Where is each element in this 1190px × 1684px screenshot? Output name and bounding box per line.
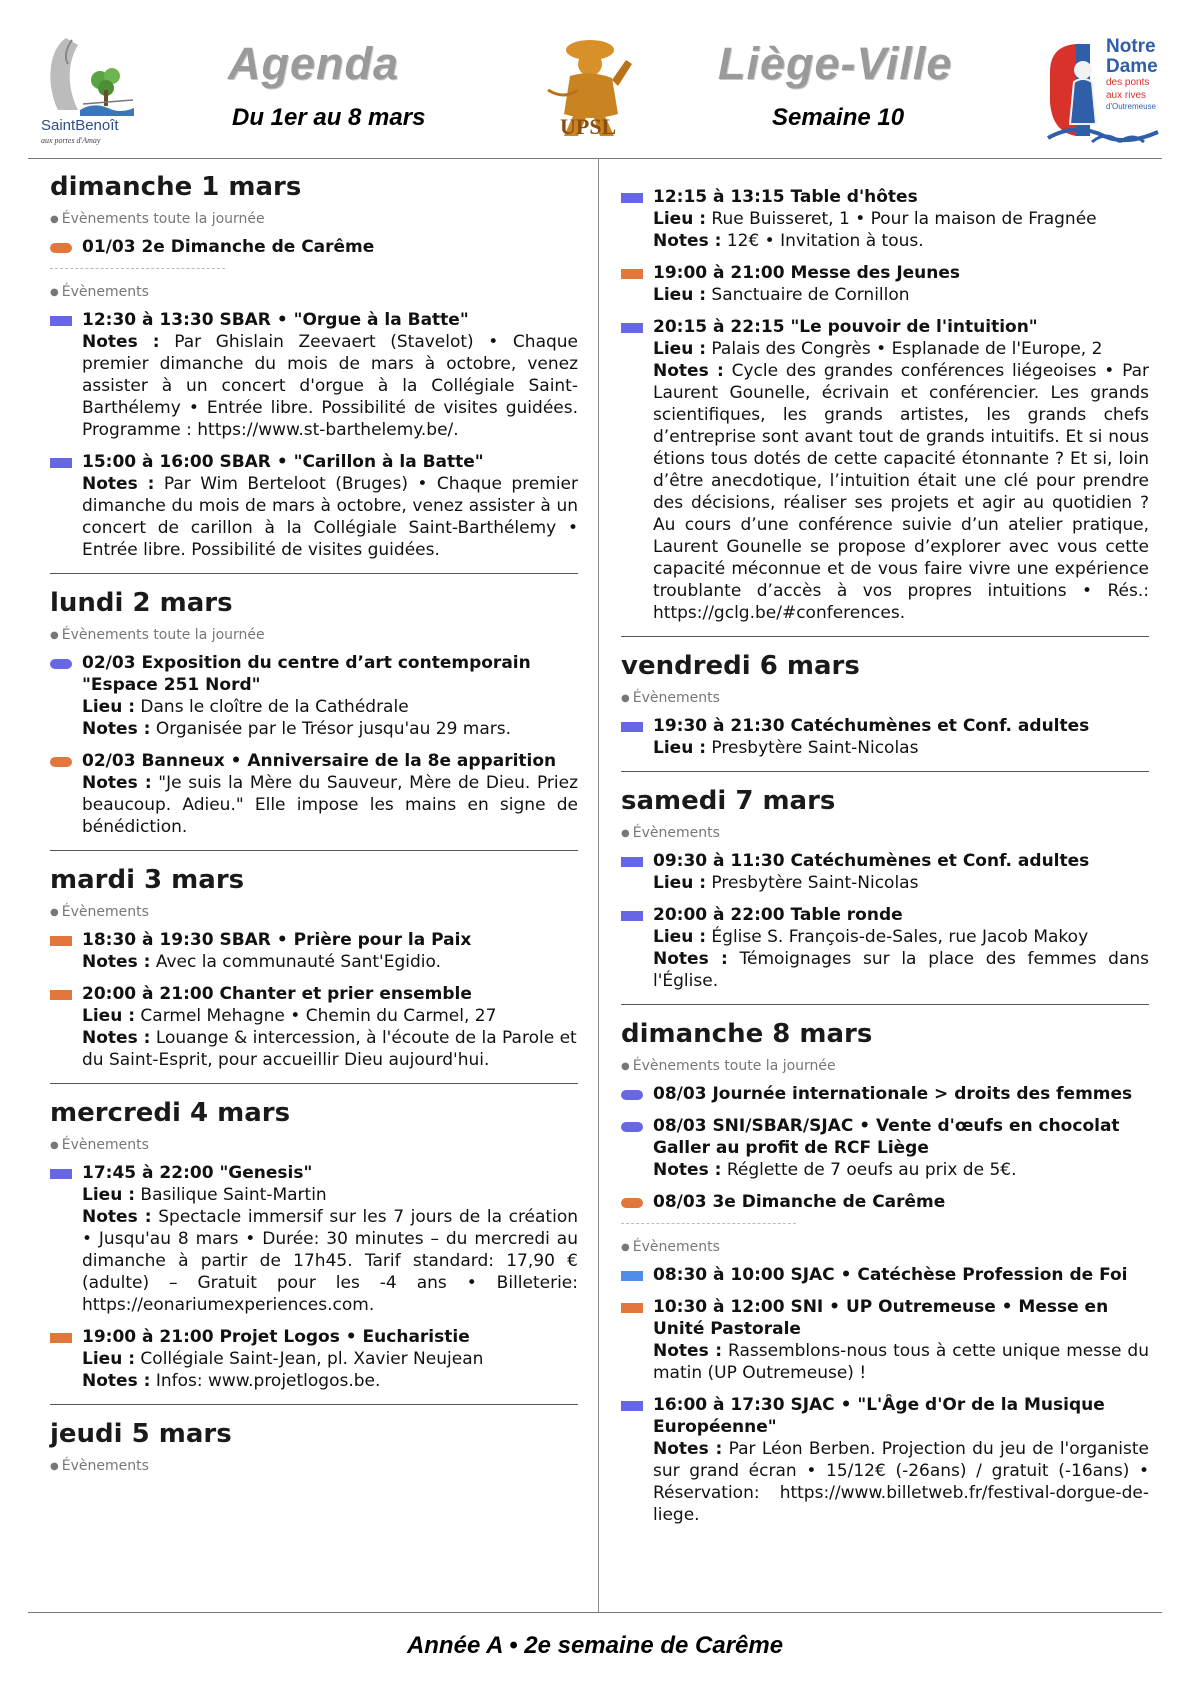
event-title: 19:00 à 21:00 Messe des Jeunes bbox=[653, 263, 961, 283]
day-mardi-3-mars bbox=[50, 863, 578, 1071]
notre-dame-logo-line4: aux rives bbox=[1106, 90, 1147, 101]
event-location: Lieu : Presbytère Saint-Nicolas bbox=[653, 738, 919, 758]
event-item[interactable] bbox=[50, 929, 578, 973]
event-item[interactable] bbox=[50, 451, 578, 561]
day-divider bbox=[621, 1004, 1149, 1005]
event-title: 02/03 Exposition du centre d’art contemporain "Espace 251 Nord" bbox=[82, 653, 531, 695]
event-item[interactable] bbox=[621, 715, 1149, 759]
day-samedi-7-mars bbox=[621, 784, 1149, 992]
notre-dame-logo-line5: d'Outremeuse bbox=[1106, 102, 1156, 111]
allday-section-label: ● Évènements toute la journée bbox=[50, 211, 265, 227]
event-location: Lieu : Carmel Mehagne • Chemin du Carmel, 27 bbox=[82, 1006, 497, 1026]
day-dimanche-1-mars bbox=[50, 170, 578, 561]
event-title: 08/03 Journée internationale > droits des femmes bbox=[653, 1084, 1133, 1104]
day-mercredi-4-mars bbox=[50, 1096, 578, 1392]
day-divider bbox=[50, 1404, 578, 1405]
day-jeudi-5-mars bbox=[50, 1417, 578, 1476]
events-section-label: ● Évènements bbox=[50, 904, 149, 920]
day-vendredi-6-mars bbox=[621, 649, 1149, 759]
event-item[interactable] bbox=[621, 1264, 1149, 1286]
event-title: 08:30 à 10:00 SJAC • Catéchèse Profession de Foi bbox=[653, 1265, 1128, 1285]
event-title: 16:00 à 17:30 SJAC • "L'Âge d'Or de la Musique Européenne" bbox=[653, 1395, 1105, 1437]
event-notes: Notes : Par Wim Berteloot (Bruges) • Chaque premier dimanche du mois de mars à octobre, venez assister à un concert de carillon à la Collégiale Saint-Barthélemy • Entrée libre. Possibilité de visites guidées. bbox=[82, 474, 578, 560]
event-item[interactable] bbox=[621, 1394, 1149, 1526]
event-title: 10:30 à 12:00 SNI • UP Outremeuse • Messe en Unité Pastorale bbox=[653, 1297, 1109, 1339]
event-category-marker bbox=[50, 316, 72, 326]
event-item[interactable] bbox=[621, 262, 1149, 306]
event-category-marker bbox=[50, 1333, 72, 1343]
event-location: Lieu : Palais des Congrès • Esplanade de l'Europe, 2 bbox=[653, 339, 1103, 359]
event-item[interactable] bbox=[621, 1083, 1149, 1105]
event-location: Lieu : Rue Buisseret, 1 • Pour la maison de Fragnée bbox=[653, 209, 1097, 229]
event-category-marker bbox=[621, 1401, 643, 1411]
notre-dame-logo-line3: des ponts bbox=[1106, 77, 1150, 88]
city-title: Liège-Ville bbox=[718, 38, 953, 89]
event-title: 12:30 à 13:30 SBAR • "Orgue à la Batte" bbox=[82, 310, 469, 330]
event-item[interactable] bbox=[621, 850, 1149, 894]
event-category-marker bbox=[621, 1271, 643, 1281]
day-title: vendredi 6 mars bbox=[621, 651, 860, 681]
event-notes: Notes : 12€ • Invitation à tous. bbox=[653, 231, 924, 251]
day-title: mardi 3 mars bbox=[50, 865, 245, 895]
header-divider bbox=[28, 158, 1162, 159]
event-item[interactable] bbox=[50, 1326, 578, 1392]
event-item[interactable] bbox=[50, 983, 578, 1071]
event-item[interactable] bbox=[50, 652, 578, 740]
notre-dame-logo-line2: Dame bbox=[1106, 56, 1158, 77]
event-location: Lieu : Sanctuaire de Cornillon bbox=[653, 285, 910, 305]
event-category-marker bbox=[621, 722, 643, 732]
day-divider bbox=[50, 1083, 578, 1084]
event-location: Lieu : Dans le cloître de la Cathédrale bbox=[82, 697, 409, 717]
event-notes: Notes : Avec la communauté Sant'Egidio. bbox=[82, 952, 441, 972]
event-title: 02/03 Banneux • Anniversaire de la 8e apparition bbox=[82, 751, 557, 771]
event-item[interactable] bbox=[621, 1296, 1149, 1384]
event-category-marker bbox=[50, 458, 72, 468]
day-title: dimanche 8 mars bbox=[621, 1019, 873, 1049]
day-title: lundi 2 mars bbox=[50, 588, 233, 618]
event-title: 17:45 à 22:00 "Genesis" bbox=[82, 1163, 313, 1183]
event-notes: Notes : Par Léon Berben. Projection du jeu de l'organiste sur grand écran • 15/12€ (-26ans) / gratuit (-16ans) • Réservation: https://www.billetweb.fr/festival-dorgue-de-liege. bbox=[653, 1439, 1150, 1525]
event-title: 15:00 à 16:00 SBAR • "Carillon à la Batte" bbox=[82, 452, 484, 472]
footer-liturgical-year: Année A • 2e semaine de Carême bbox=[406, 1632, 784, 1659]
allday-section-label: ● Évènements toute la journée bbox=[50, 627, 265, 643]
event-category-marker bbox=[50, 990, 72, 1000]
event-category-marker bbox=[50, 757, 72, 767]
events-section-label: ● Évènements bbox=[50, 1458, 149, 1474]
event-item[interactable] bbox=[621, 1191, 1149, 1213]
event-item[interactable] bbox=[50, 750, 578, 838]
day-dimanche-8-mars bbox=[621, 1017, 1149, 1526]
event-notes: Notes : Réglette de 7 oeufs au prix de 5€. bbox=[653, 1160, 1017, 1180]
event-notes: Notes : Louange & intercession, à l'écoute de la Parole et du Saint-Esprit, pour accueillir Dieu aujourd'hui. bbox=[82, 1028, 577, 1070]
event-category-marker bbox=[621, 1090, 643, 1100]
event-location: Lieu : Presbytère Saint-Nicolas bbox=[653, 873, 919, 893]
event-item[interactable] bbox=[621, 186, 1149, 252]
events-section-label: ● Évènements bbox=[621, 690, 720, 706]
event-category-marker bbox=[50, 243, 72, 253]
event-notes: Notes : Témoignages sur la place des femmes dans l'Église. bbox=[653, 949, 1150, 991]
event-item[interactable] bbox=[621, 904, 1149, 992]
event-location: Lieu : Église S. François-de-Sales, rue Jacob Makoy bbox=[653, 927, 1089, 947]
saint-benoit-logo bbox=[38, 30, 138, 148]
event-notes: Notes : Spectacle immersif sur les 7 jours de la création • Jusqu'au 8 mars • Durée: 30 minutes – du mercredi au dimanche à partir de 17h45. Tarif standard: 17,90 € (adulte) – Gratuit pour les -4 ans • Billeterie: https://eonariumexperiences.com. bbox=[82, 1207, 578, 1315]
agenda-title: Agenda bbox=[228, 38, 400, 89]
notre-dame-logo bbox=[1046, 32, 1161, 148]
event-title: 01/03 2e Dimanche de Carême bbox=[82, 237, 375, 257]
event-category-marker bbox=[621, 269, 643, 279]
section-dashed-divider bbox=[621, 1223, 796, 1224]
event-item[interactable] bbox=[50, 309, 578, 441]
event-category-marker bbox=[621, 1122, 643, 1132]
event-category-marker bbox=[50, 659, 72, 669]
left-column bbox=[50, 170, 578, 1483]
day-title: samedi 7 mars bbox=[621, 786, 836, 816]
footer-divider bbox=[28, 1612, 1162, 1613]
events-section-label: ● Évènements bbox=[50, 284, 149, 300]
event-location: Lieu : Basilique Saint-Martin bbox=[82, 1185, 327, 1205]
day-jeudi-5-mars-continued bbox=[621, 186, 1149, 624]
upsl-logo bbox=[534, 30, 654, 150]
section-dashed-divider bbox=[50, 268, 225, 269]
event-title: 19:00 à 21:00 Projet Logos • Eucharistie bbox=[82, 1327, 470, 1347]
event-category-marker bbox=[50, 1169, 72, 1179]
saint-benoit-logo-subtext: aux portes d'Amay bbox=[41, 136, 101, 145]
event-title: 08/03 SNI/SBAR/SJAC • Vente d'œufs en chocolat Galler au profit de RCF Liège bbox=[653, 1116, 1120, 1158]
event-category-marker bbox=[621, 1198, 643, 1208]
event-title: 19:30 à 21:30 Catéchumènes et Conf. adultes bbox=[653, 716, 1090, 736]
event-item[interactable] bbox=[50, 1162, 578, 1316]
day-divider bbox=[50, 573, 578, 574]
upsl-logo-text: UPSL bbox=[560, 114, 617, 139]
event-location: Lieu : Collégiale Saint-Jean, pl. Xavier Neujean bbox=[82, 1349, 484, 1369]
event-title: 09:30 à 11:30 Catéchumènes et Conf. adultes bbox=[653, 851, 1090, 871]
event-title: 20:00 à 22:00 Table ronde bbox=[653, 905, 903, 925]
event-title: 20:00 à 21:00 Chanter et prier ensemble bbox=[82, 984, 472, 1004]
saint-benoit-logo-text: SaintBenoît bbox=[41, 117, 119, 134]
column-divider bbox=[598, 158, 599, 1612]
event-notes: Notes : Organisée par le Trésor jusqu'au 29 mars. bbox=[82, 719, 512, 739]
day-divider bbox=[621, 771, 1149, 772]
event-category-marker bbox=[50, 936, 72, 946]
event-title: 08/03 3e Dimanche de Carême bbox=[653, 1192, 946, 1212]
events-section-label: ● Évènements bbox=[50, 1137, 149, 1153]
week-number: Semaine 10 bbox=[772, 104, 905, 131]
event-category-marker bbox=[621, 911, 643, 921]
day-title: jeudi 5 mars bbox=[50, 1419, 232, 1449]
day-title: mercredi 4 mars bbox=[50, 1098, 291, 1128]
events-section-label: ● Évènements bbox=[621, 1239, 720, 1255]
event-category-marker bbox=[621, 857, 643, 867]
day-title: dimanche 1 mars bbox=[50, 172, 302, 202]
event-item[interactable] bbox=[621, 1115, 1149, 1181]
day-divider bbox=[621, 636, 1149, 637]
event-title: 12:15 à 13:15 Table d'hôtes bbox=[653, 187, 918, 207]
day-divider bbox=[50, 850, 578, 851]
events-section-label: ● Évènements bbox=[621, 825, 720, 841]
event-item[interactable] bbox=[50, 236, 578, 258]
event-item[interactable] bbox=[621, 316, 1149, 624]
day-lundi-2-mars bbox=[50, 586, 578, 838]
event-category-marker bbox=[621, 1303, 643, 1313]
event-notes: Notes : "Je suis la Mère du Sauveur, Mère de Dieu. Priez beaucoup. Adieu." Elle impose les mains en signe de bénédiction. bbox=[82, 773, 579, 837]
event-notes: Notes : Infos: www.projetlogos.be. bbox=[82, 1371, 381, 1391]
event-title: 18:30 à 19:30 SBAR • Prière pour la Paix bbox=[82, 930, 472, 950]
event-title: 20:15 à 22:15 "Le pouvoir de l'intuition" bbox=[653, 317, 1038, 337]
allday-section-label: ● Évènements toute la journée bbox=[621, 1058, 836, 1074]
right-column bbox=[621, 186, 1149, 1536]
event-notes: Notes : Rassemblons-nous tous à cette unique messe du matin (UP Outremeuse) ! bbox=[653, 1341, 1150, 1383]
date-range: Du 1er au 8 mars bbox=[232, 104, 426, 131]
event-category-marker bbox=[621, 193, 643, 203]
event-notes: Notes : Cycle des grandes conférences liégeoises • Par Laurent Gounelle, écrivain et conférencier. Les grands scientifiques, les grands artistes, les grands chefs d’entreprise sont avant tout de grands intuitifs. Et si nous étions tous dotés de cette capacité étonnante ? Et si, loin d’être anecdotique, l’intuition était une clé pour prendre des décisions, réaliser ses projets et agir au quotidien ? Au cours d’une conférence suivie d’un atelier pratique, Laurent Gounelle se propose d’explorer avec vous cette capacité méconnue et de vous faire vivre une expérience troublante d’accès à vos propres intuitions • Rés.: https://gclg.be/#conferences. bbox=[653, 361, 1149, 623]
event-notes: Notes : Par Ghislain Zeevaert (Stavelot) • Chaque premier dimanche du mois de mars à octobre, venez assister à un concert d'orgue à la Collégiale Saint-Barthélemy • Entrée libre. Possibilité de visites guidées. Programme : https://www.st-barthelemy.be/. bbox=[82, 332, 579, 440]
event-category-marker bbox=[621, 323, 643, 333]
notre-dame-logo-line1: Notre bbox=[1106, 36, 1156, 57]
